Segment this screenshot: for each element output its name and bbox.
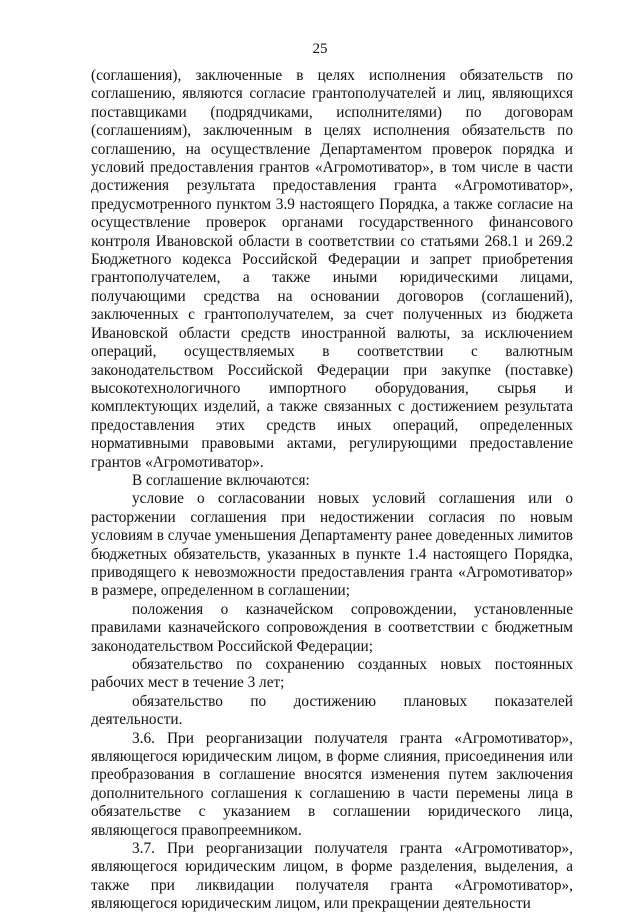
paragraph-treasury-support: положения о казначейском сопровождении, установленные правилами казначейского сопровождения в соответствии с бюджетным законодательством Российской Федерации; xyxy=(91,600,573,655)
paragraph-jobs-obligation: обязательство по сохранению созданных новых постоянных рабочих мест в течение 3 лет; xyxy=(91,656,573,692)
paragraph-agreement-includes: В соглашение включаются: xyxy=(132,471,310,489)
page-number: 25 xyxy=(312,41,328,57)
document-body xyxy=(91,67,573,914)
paragraph-section-3-7: 3.7. При реорганизации получателя гранта «Агромотиватор», являющегося юридическим лицом, в форме разделения, выделения, а также при ликвидации получателя гранта «Агромотиватор», являющегося юридическим лицом, или прекращении деятельности xyxy=(91,840,573,913)
paragraph-section-3-6: 3.6. При реорганизации получателя гранта «Агромотиватор», являющегося юридическим лицом, в форме слияния, присоединения или преобразования в соглашение вносятся изменения путем заключения дополнительного соглашения к соглашению в части перемены лица в обязательстве с указанием в соглашении юридического лица, являющегося правопреемником. xyxy=(91,729,573,839)
paragraph-indicators-obligation: обязательство по достижению плановых показателей деятельности. xyxy=(91,692,573,729)
paragraph-consent-and-currency-ban: (соглашения), заключенные в целях исполнения обязательств по соглашению, являются согласие грантополучателей и лиц, являющихся поставщиками (подрядчиками, исполнителями) по договорам (соглашениям), заключенным в целях исполнения обязательств по соглашению, на осуществление Департаментом проверок порядка и условий предоставления грантов «Агромотиватор», в том числе в части достижения результата предоставления гранта «Агромотиватор», предусмотренного пунктом 3.9 настоящего Порядка, а также согласие на осуществление проверок органами государственного финансового контроля Ивановской области в соответствии со статьями 268.1 и 269.2 Бюджетного кодекса Российской Федерации и запрет приобретения грантополучателем, а также иными юридическими лицами, получающими средства на основании договоров (соглашений), заключенных с грантополучателем, за счет полученных из бюджета Ивановской области средств иностранной валюты, за исключением операций, осуществляемых в соответствии с валютным законодательством Российской Федерации при закупке (поставке) высокотехнологичного импортного оборудования, сырья и комплектующих изделий, а также связанных с достижением результата предоставления этих средств иных операций, определенных нормативными правовыми актами, регулирующими предоставление грантов «Агромотиватор». xyxy=(91,67,573,471)
paragraph-new-conditions-clause: условие о согласовании новых условий соглашения или о расторжении соглашения при недостижении согласия по новым условиям в случае уменьшения Департаменту ранее доведенных лимитов бюджетных обязательств, указанных в пункте 1.4 настоящего Порядка, приводящего к невозможности предоставления гранта «Агромотиватор» в размере, определенном в соглашении; xyxy=(91,490,573,600)
